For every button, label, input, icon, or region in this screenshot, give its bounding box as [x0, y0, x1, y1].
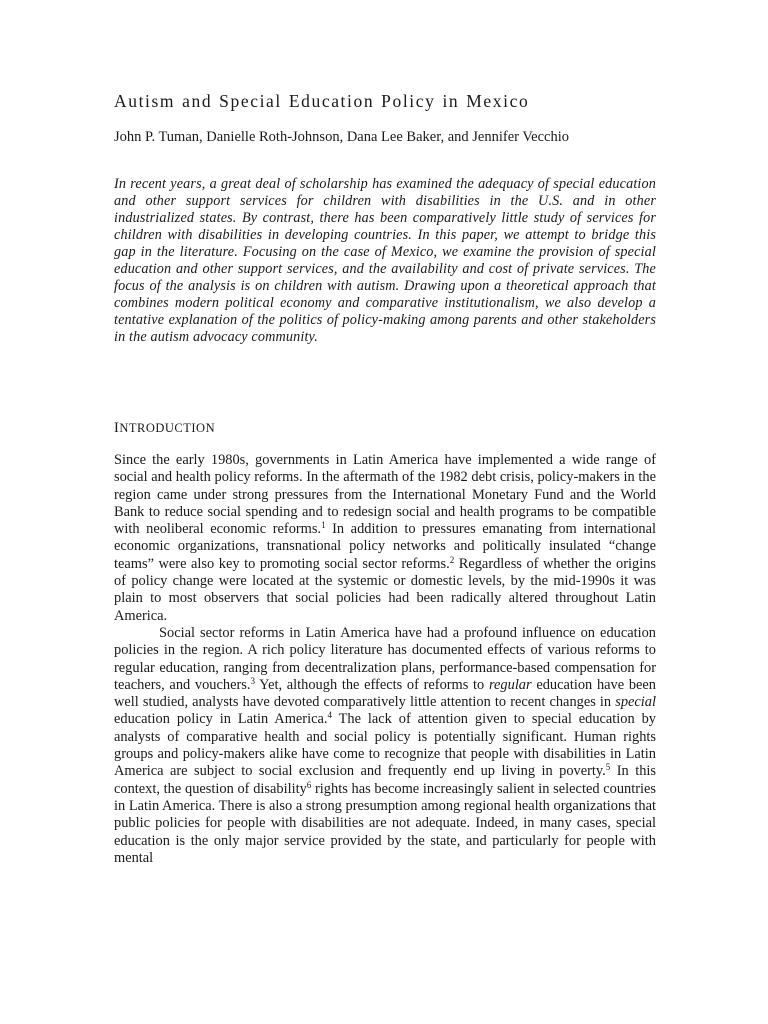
footnote-ref-3[interactable]: 3 [250, 675, 255, 686]
para1-sentence-2: In addition to pressures emanating from international economic organizations, transnational policy networks and politically insulated “change teams” were also key to promoting social sector reforms. [114, 521, 656, 572]
footnote-ref-5[interactable]: 5 [605, 762, 611, 773]
paragraph-2 [114, 625, 656, 867]
para2-sentence-2a: Yet, although the effects of reforms to [254, 676, 489, 693]
para2-sentence-4b: rights has become increasingly salient in selected countries in Latin America. There is also a strong presumption among regional health organizations that public policies for people with disabilities are not adequate. Indeed, in many cases, special education is the only major service provided by the state, and particularly for people with mental [114, 780, 657, 866]
para2-sentence-3: The lack of attention given to special education by analysts of comparative health and social policy is potentially significant. Human rights groups and policy-makers alike have come to recognize that people with disabilities in Latin America are subject to social exclusion and frequently end up living in poverty. [114, 711, 656, 780]
footnote-ref-6[interactable]: 6 [306, 779, 312, 790]
section-heading-initial: I [114, 420, 120, 436]
para2-sentence-2b: education have been well studied, analysts have devoted comparatively little attention to recent changes in [114, 676, 656, 711]
para1-sentence-1: Since the early 1980s, governments in Latin America have implemented a wide range of social and health policy reforms. In the aftermath of the 1982 debt crisis, policy-makers in the region came under strong pressures from the International Monetary Fund and the World Bank to reduce social spending and to redesign social and health programs to be compatible with neoliberal economic reforms. [114, 452, 656, 538]
emphasis-special: special [615, 694, 656, 711]
para2-sentence-1: Social sector reforms in Latin America have had a profound influence on education policies in the region. A rich policy literature has documented effects of various reforms to regular education, ranging from decentralization plans, performance-based compensation for teachers, and vouchers. [114, 624, 656, 693]
para2-sentence-4a: In this context, the question of disability [114, 763, 656, 797]
abstract: In recent years, a great deal of scholarship has examined the adequacy of special education and other support services for children with disabilities in the U.S. and in other industrialized states. By contrast, there has been comparatively little study of services for children with disabilities in developing countries. In this paper, we attempt to bridge this gap in the literature. Focusing on the case of Mexico, we examine the provision of special education and other support services, and the availability and cost of private services. The focus of the analysis is on children with autism. Drawing upon a theoretical approach that combines modern political economy and comparative institutionalism, we also develop a tentative explanation of the politics of policy-making among parents and other stakeholders in the autism advocacy community. [114, 176, 656, 346]
paper-authors: John P. Tuman, Danielle Roth-Johnson, Dana Lee Baker, and Jennifer Vecchio [114, 129, 570, 145]
paragraph-1 [114, 452, 656, 625]
emphasis-regular: regular [488, 676, 532, 693]
section-heading-rest: NTRODUCTION [119, 421, 216, 435]
paper-title: Autism and Special Education Policy in Mexico [114, 91, 530, 111]
section-heading-introduction [114, 420, 215, 437]
footnote-ref-1[interactable]: 1 [321, 520, 326, 531]
para1-sentence-3: Regardless of whether the origins of policy change were located at the systemic or domestic levels, by the mid-1990s it was plain to most observers that social policies had been radically altered throughout Latin America. [114, 555, 656, 624]
footnote-ref-4[interactable]: 4 [327, 710, 332, 721]
footnote-ref-2[interactable]: 2 [449, 554, 455, 565]
para2-sentence-2c: education policy in Latin America. [114, 711, 328, 728]
body-text [114, 452, 656, 867]
